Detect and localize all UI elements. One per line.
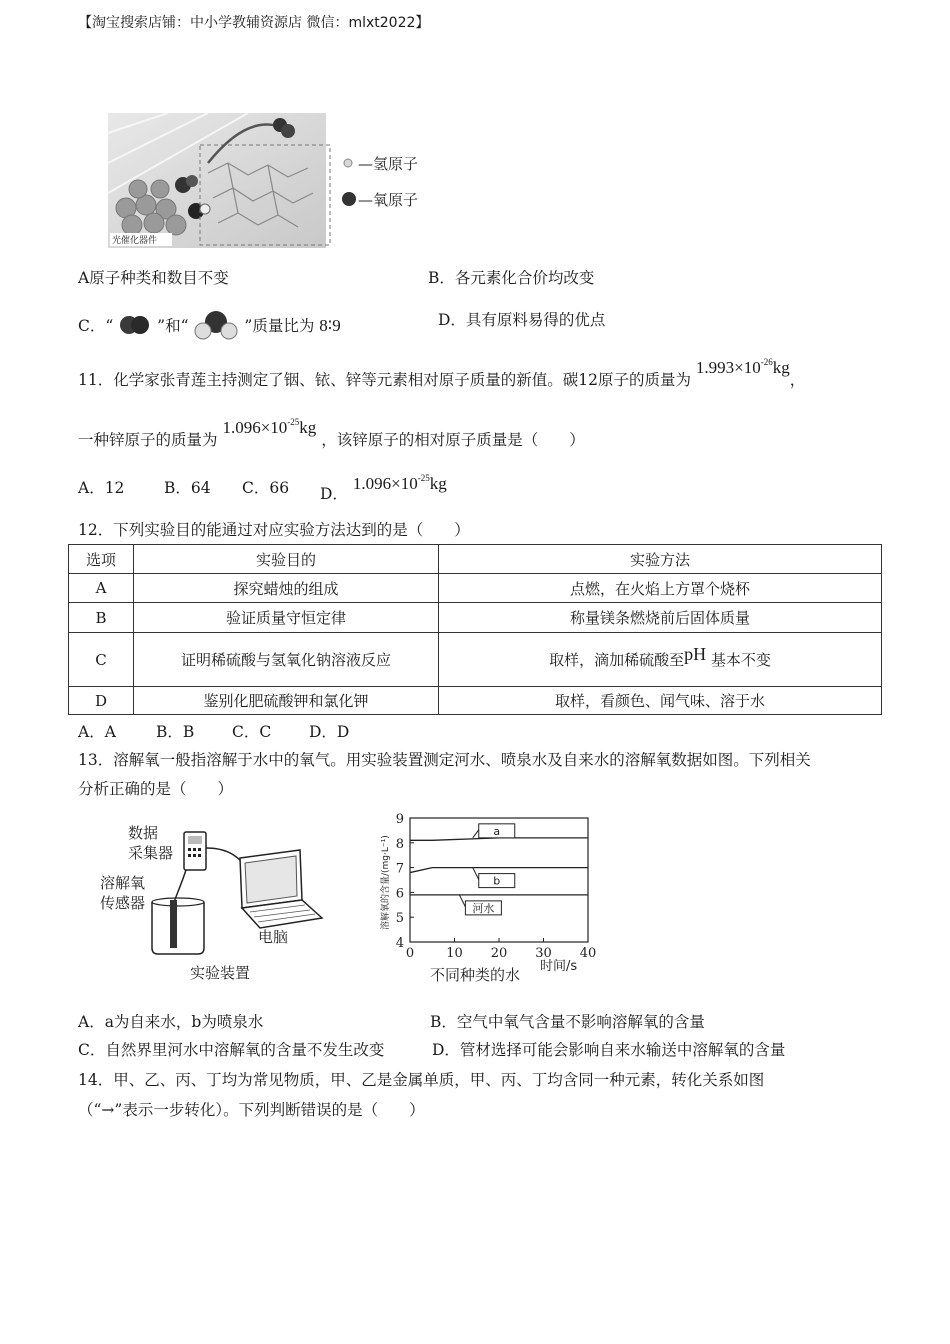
series-label-leader [473,868,479,880]
q13-option-a: A．a为自来水，b为喷泉水 [78,1013,264,1031]
q10-c-prefix: C．“ [78,317,114,335]
q10-c-and: ”和“ [157,317,189,335]
series-label-leader [473,830,479,838]
q14-stem-line1: 14．甲、乙、丙、丁均为常见物质，甲、乙是金属单质，甲、丙、丁均含同一种元素，转化关系如图 [78,1071,765,1089]
laptop-icon [240,850,322,928]
q11-option-d-value: $1.096\times 10^{-25}kg$ [352,473,447,493]
y-tick-label: 5 [395,911,404,927]
table-row [69,687,882,715]
beaker-icon [152,902,204,954]
q11-stem-text: 11．化学家张青莲主持测定了铟、铱、锌等元素相对原子质量的新值。碳12原子的质量为 [78,371,691,389]
series-label: a [493,824,501,838]
carbon-mass: $1.993\times 10^{-26}kg$ [695,357,790,377]
q10-option-b: B．各元素化合价均改变 [428,269,595,287]
table-row [69,633,882,687]
apparatus-figure [90,818,340,988]
collector-label-1: 数据 [128,824,159,842]
device-label: 光催化器件 [112,236,158,246]
series-label: b [493,874,501,888]
table-header-cell: 实验方法 [439,545,882,574]
q10-c-ratio: 8∶9 [319,316,341,335]
water-molecule-icon [193,310,239,340]
apparatus-illustration [90,818,340,988]
q10-c-suffix: ”质量比为 [244,317,315,335]
table-cell: 取样，滴加稀硫酸至pH 基本不变 [439,633,882,687]
table-cell: 取样，看颜色、闻气味、溶于水 [439,687,882,715]
q12-option-b: B．B [156,723,195,741]
table-cell: 验证质量守恒定律 [134,603,439,633]
table-cell: 探究蜡烛的组成 [134,574,439,603]
q11-option-a: A．12 [78,479,125,497]
x-tick-label: 40 [579,946,597,961]
table-row [69,574,882,603]
y-axis-label: 溶解氧的含量/(mg·L⁻¹) [381,835,391,930]
q11-stem-line1 [78,357,806,390]
q10-option-c [78,310,341,340]
table-cell: 证明稀硫酸与氢氧化钠溶液反应 [134,633,439,687]
chart-svg [370,810,610,988]
chart-caption: 不同种类的水 [430,966,521,984]
sensor-label-2: 传感器 [100,894,146,912]
page-header: 【淘宝搜索店铺：中小学教辅资源店 微信：mlxt2022】 [78,15,430,31]
table-cell: D [69,687,134,715]
q14-stem-line2: （“→”表示一步转化）。下列判断错误的是（ ） [78,1101,425,1119]
q11-line2-suffix: ，该锌原子的相对原子质量是（ ） [321,431,585,449]
experiment-table [68,544,882,715]
collector-label-2: 采集器 [128,844,174,862]
y-tick-label: 9 [395,812,404,827]
oxygen-sensor-icon [170,900,177,948]
q11-option-c: C．66 [242,479,290,497]
q12-option-c: C．C [232,723,272,741]
q13-stem-line1: 13．溶解氧一般指溶解于水中的氧气。用实验装置测定河水、喷泉水及自来水的溶解氧数据如图。下列相关 [78,751,811,769]
q10-option-d: D．具有原料易得的优点 [438,311,606,329]
x-tick-label: 20 [490,946,508,961]
q13-option-c: C．自然界里河水中溶解氧的含量不发生改变 [78,1041,385,1059]
table-cell: B [69,603,134,633]
series-line-b [410,868,588,873]
table-header-cell: 实验目的 [134,545,439,574]
apparatus-caption: 实验装置 [190,964,251,982]
y-tick-label: 8 [395,836,404,852]
legend-hydrogen: —氢原子 [358,155,419,173]
computer-label: 电脑 [258,928,289,946]
zinc-mass: $1.096\times 10^{-25}kg$ [222,417,317,437]
q10-option-a: A原子种类和数目不变 [78,269,229,287]
q12-option-a: A．A [78,723,116,741]
oxygen-molecule-icon [118,314,152,336]
table-header-row [69,545,882,574]
x-tick-label: 10 [446,946,463,961]
table-cell: A [69,574,134,603]
q12-option-d: D．D [309,723,350,741]
q12-stem: 12．下列实验目的能通过对应实验方法达到的是（ ） [78,521,470,539]
q11-stem-line2 [78,417,585,450]
q13-stem-line2: 分析正确的是（ ） [78,780,234,798]
x-tick-label: 0 [405,946,415,961]
table-header-cell: 选项 [69,545,134,574]
table-row [69,603,882,633]
table-cell: 点燃，在火焰上方罩个烧杯 [439,574,882,603]
q11-line2-prefix: 一种锌原子的质量为 [78,431,218,449]
sensor-label-1: 溶解氧 [100,874,146,892]
y-tick-label: 6 [395,886,404,902]
y-tick-label: 4 [395,936,404,951]
y-tick-label: 7 [395,861,404,877]
q11-option-b: B．64 [164,479,211,497]
photocatalyst-illustration [108,113,433,248]
table-cell: 鉴别化肥硫酸钾和氯化钾 [134,687,439,715]
q13-option-d: D．管材选择可能会影响自来水输送中溶解氧的含量 [432,1041,786,1059]
table-cell: C [69,633,134,687]
legend-oxygen: —氧原子 [358,191,419,209]
series-label-leader [459,895,465,907]
x-tick-label: 30 [535,946,552,961]
dissolved-oxygen-chart [370,810,610,988]
q11-option-d: D． $1.096\times 10^{-25}kg$ [320,473,447,503]
q13-option-b: B．空气中氧气含量不影响溶解氧的含量 [430,1013,705,1031]
x-axis-label: 时间/s [540,959,578,974]
q11-comma: ， [789,371,806,389]
series-label: 河水 [472,901,495,915]
table-cell: 称量镁条燃烧前后固体质量 [439,603,882,633]
q10-figure [108,113,433,248]
